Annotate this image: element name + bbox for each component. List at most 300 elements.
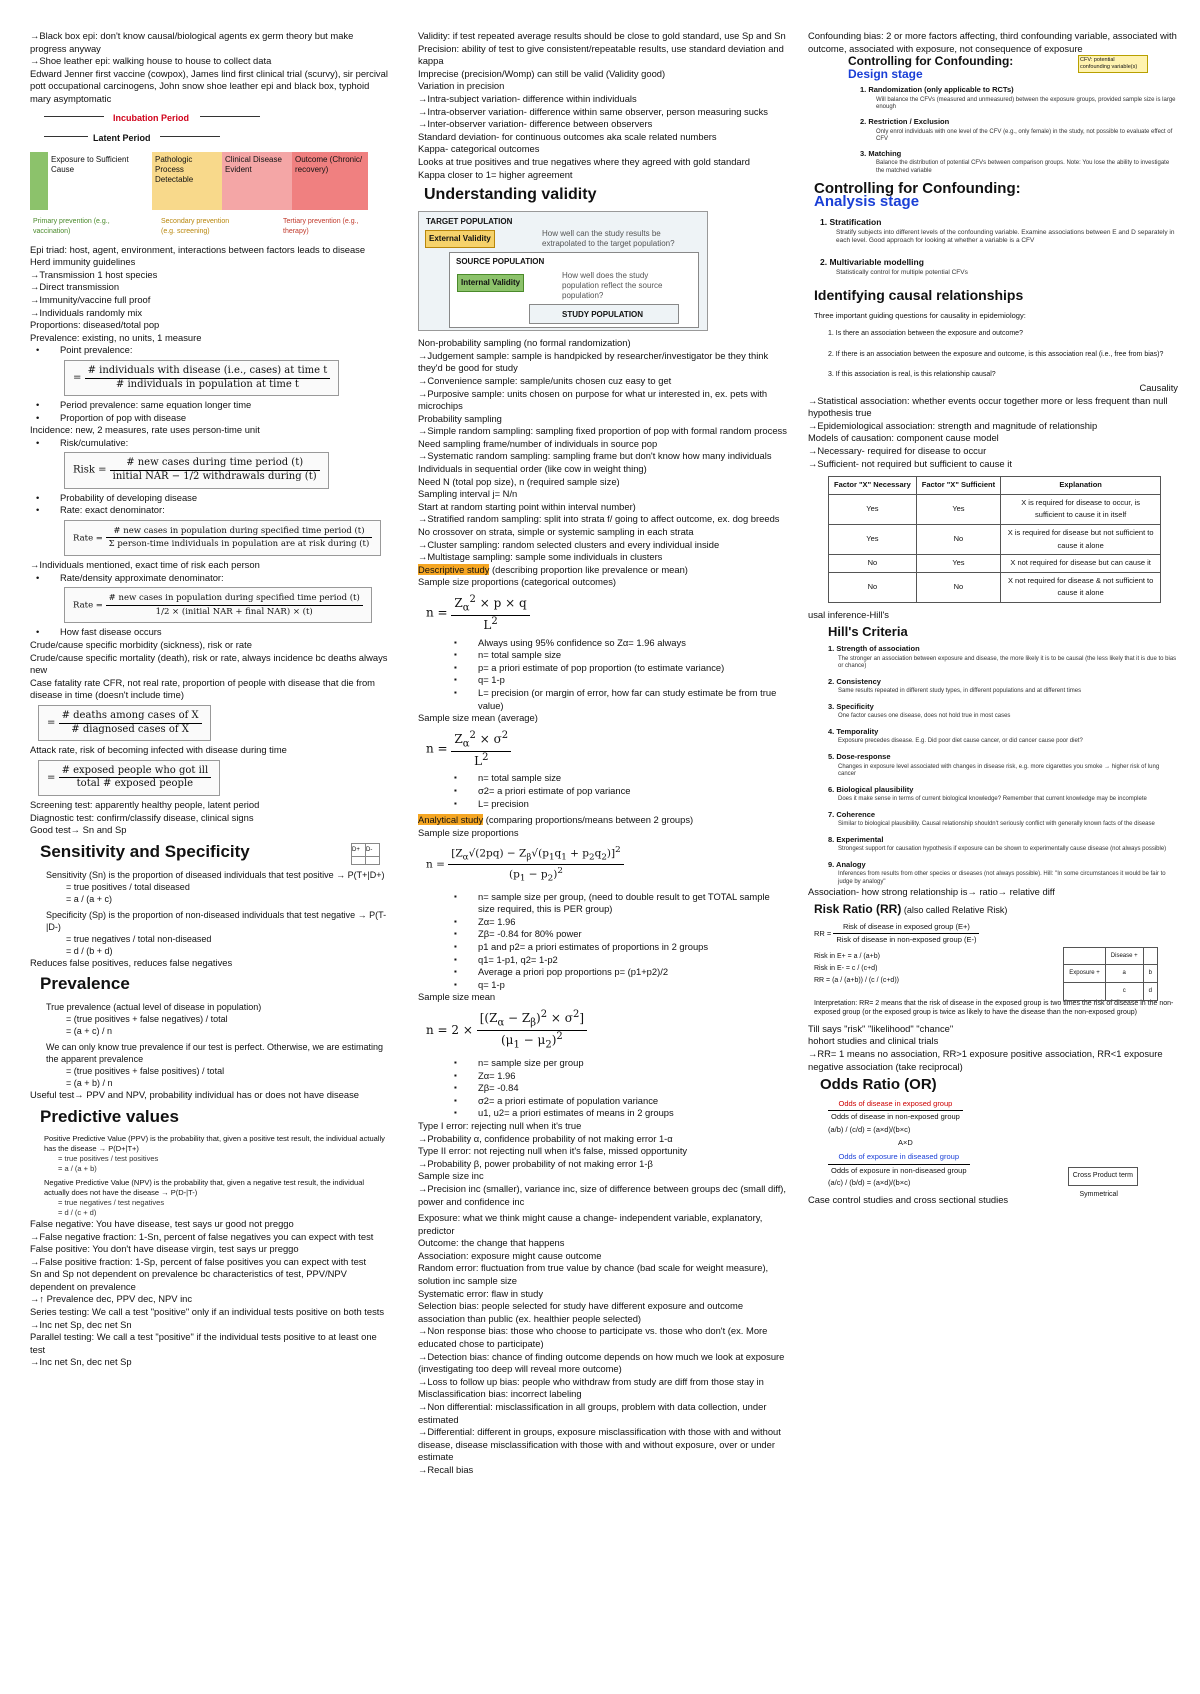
pp-num: # individuals with disease (i.e., cases) at time t xyxy=(85,365,331,379)
note-line: Herd immunity guidelines xyxy=(30,256,136,268)
spec-eq2: = d / (b + d) xyxy=(66,945,113,956)
ns-cell: Yes xyxy=(916,494,1000,524)
hill-criterion-desc: One factor causes one disease, does not hold true in most cases xyxy=(838,713,1011,720)
mini-2x2-table xyxy=(351,843,380,866)
note-line: Crude/cause specific mortality (death), risk or rate, always incidence bc deaths always new xyxy=(30,651,388,676)
how-fast: • How fast disease occurs xyxy=(30,626,390,639)
note-line: →Simple random sampling: sampling fixed proportion of pop with formal random process xyxy=(418,425,787,437)
external-validity-q: How well can the study results be extrapolated to the target population? xyxy=(542,229,675,249)
rr-slide: Risk Ratio (RR) (also called Relative Risk) RR = $\frac{\text{Risk of disease in exposed group (E+)}}{\text{Risk of disease in non-exposed group (E-)}}$ Risk in E+ = a / (a+b) Risk in E- = c / (c+d) RR = (a / (a+b)) / (c / (c+d)) Disease + Exposure + a b c d Interpretation: RR= 2 means that the risk of disease in the exposed group is two times the risk of disease in the non-exposed group (or the exposed group is twice as likely to have the disease than the non-exposed group) xyxy=(814,903,1178,1017)
note-line: Variation in precision xyxy=(418,80,505,92)
note-line: Association: exposure might cause outcome xyxy=(418,1249,602,1261)
attack-den: total # exposed people xyxy=(76,778,194,790)
ca-2: 2. Multivariable modelling xyxy=(820,256,924,267)
note-line: Prevalence: existing, no units, 1 measure xyxy=(30,331,202,343)
hill-criterion-desc: The stronger an association between exposure and disease, the more likely it is to be causal (the less likely that it is due to bias or chance) xyxy=(838,655,1177,670)
note-line: Sample size inc xyxy=(418,1170,484,1182)
or-odds-exp2: Odds of exposure in non-diseased group xyxy=(831,1165,967,1175)
column-3 xyxy=(808,30,1178,1207)
rate-approx-formula xyxy=(64,587,372,623)
note-line: →Necessary- required for disease to occur xyxy=(808,444,987,456)
rr-2x2-table xyxy=(1063,947,1158,1001)
rr-notes xyxy=(808,1023,1178,1073)
hill-criterion-desc: Strongest support for causation hypothesis if exposure can be shown to experimentally cause disease (not always possible) xyxy=(838,846,1167,853)
analytical-highlight: Analytical study xyxy=(418,814,484,826)
prev-apparent: We can only know true prevalence if our test is perfect. Otherwise, we are estimating the apparent prevalence xyxy=(46,1042,383,1065)
note-line: Diagnostic test: confirm/classify disease, clinical signs xyxy=(30,811,254,823)
confounding-notes xyxy=(808,30,1178,55)
hill-criterion-desc: Does it make sense in terms of current biological knowledge? Remember that current knowledge may be incomplete xyxy=(838,796,1147,803)
ca-2s: Statistically control for multiple potential CFVs xyxy=(836,268,968,276)
note-line: Till says "risk" "likelihood" "chance" xyxy=(808,1022,954,1034)
prev-eq1: = (true positives + false negatives) / total xyxy=(66,1014,228,1025)
note-line: Good test→ Sn and Sp xyxy=(30,824,127,836)
ns-cell: Yes xyxy=(829,524,917,554)
note-line: Case fatality rate CFR, not real rate, proportion of people with disease that die from disease in time (doesn't include time) xyxy=(30,676,375,701)
note-line: →Systematic random sampling: sampling frame but don't know how many individuals xyxy=(418,450,772,462)
note-line: ▪ σ2= a priori estimate of pop variance xyxy=(418,785,788,798)
note-line: →Non differential: misclassification in all groups, problem with data collection, under estimated xyxy=(418,1401,767,1425)
risk-den: initial NAR − 1/2 withdrawals during (t) xyxy=(112,471,317,483)
hill-criterion-title: 3. Specificity xyxy=(828,701,874,711)
note-line: Probability sampling xyxy=(418,412,502,424)
note-line: →Shoe leather epi: walking house to house to collect data xyxy=(30,55,272,67)
hill-criterion-desc: Changes in exposure level associated with changes in disease risk, e.g. more cigarettes you smoke → higher risk of lung cancer xyxy=(838,763,1160,778)
sens-spec-section xyxy=(30,841,390,957)
spec-eq1: = true negatives / total non-diseased xyxy=(66,933,212,944)
rr-title: Risk Ratio (RR) xyxy=(814,902,902,917)
note-line: RR = (a / (a+b)) / (c / (c+d)) xyxy=(814,976,899,984)
ss-mean-label: Sample size mean (average) xyxy=(418,712,538,724)
stage-outcome: Outcome (Chronic/ recovery) xyxy=(292,152,368,210)
note-line: Systematic error: flaw in study xyxy=(418,1287,544,1299)
rr-den: Risk of disease in non-exposed group (E-) xyxy=(836,935,977,945)
rr-tbl-disease: Disease + xyxy=(1105,947,1143,965)
note-line: Need N (total pop size), n (required sample size) xyxy=(418,475,620,487)
or-odds-exp: Odds of exposure in diseased group xyxy=(828,1151,970,1165)
hill-criterion-desc: Inferences from results from other species or diseases (not always possible). Hill: "In some circumstances it would be fair to judge by analogy" xyxy=(838,871,1166,885)
note-line: →Epidemiological association: strength and magnitude of relationship xyxy=(808,419,1098,431)
note-line: Kappa- categorical outcomes xyxy=(418,143,540,155)
sens-eq1: = true positives / total diseased xyxy=(66,881,190,892)
cfr-formula: = $\frac{\text{\# deaths among cases of X}}{\text{\# diagnosed cases of X}}$ xyxy=(38,705,211,741)
note-line: →Transmission 1 host species xyxy=(30,268,158,280)
note-line: →Purposive sample: units chosen on purpose for what ur interested in, ex. pets with microchips xyxy=(418,387,768,412)
note-line: Start at random starting point within interval number) xyxy=(418,500,636,512)
useful-test: Useful test→ PPV and NPV, probability individual has or does not have disease xyxy=(30,1089,360,1101)
note-line: →Inc net Sp, dec net Sn xyxy=(30,1318,132,1330)
rr-tbl-c: c xyxy=(1105,983,1143,1001)
note-line: →RR= 1 means no association, RR>1 exposure positive association, RR<1 exposure negative association (take reciprocal) xyxy=(808,1048,1163,1072)
ss-mean2-bullets xyxy=(418,1057,788,1120)
ss-mean2-label: Sample size mean xyxy=(418,991,496,1003)
period-prevalence: • Period prevalence: same equation longer time xyxy=(30,399,390,412)
note-line: hohort studies and clinical trials xyxy=(808,1035,939,1047)
note-line: ▪ L= precision xyxy=(418,798,788,811)
or-study-types: Case control studies and cross sectional studies xyxy=(808,1193,1009,1205)
ss-proportion-bullets xyxy=(418,637,788,713)
individuals-mentioned: →Individuals mentioned, exact time of risk each person xyxy=(30,559,260,571)
note-line: →Direct transmission xyxy=(30,281,120,293)
ns-header-cell: Factor "X" Necessary xyxy=(829,477,917,495)
ca-1s: Stratify subjects into different levels of the confounding variable. Examine associations between E and D separately in each level. Good approach for looking at whether a variable is a CFV xyxy=(836,228,1175,245)
note-line: →Loss to follow up bias: people who withdraw from study are diff from those stay in xyxy=(418,1375,764,1387)
sens-eq2: = a / (a + c) xyxy=(66,893,113,904)
rr-num: Risk of disease in exposed group (E+) xyxy=(833,921,979,935)
note-line: ▪ Zα= 1.96 xyxy=(418,916,788,929)
rate2-num: # new cases in population during specified time period (t) xyxy=(106,592,363,606)
note-line: →Cluster sampling: random selected clusters and every individual inside xyxy=(418,538,720,550)
npv-eq1: = true negatives / test negatives xyxy=(58,1197,165,1207)
note-line: Models of causation: component cause model xyxy=(808,432,999,444)
note-line: Individuals in sequential order (like cow in weight thing) xyxy=(418,463,647,475)
ns-cell: Yes xyxy=(829,494,917,524)
cc-design: Design stage xyxy=(848,66,923,81)
rate-num: # new cases in population during specified time period (t) xyxy=(106,525,373,539)
stage-exposure: Exposure to Sufficient Cause xyxy=(48,152,148,210)
or-eq1: (a/b) / (c/d) = (a×d)/(b×c) xyxy=(828,1124,911,1134)
note-line: Epi triad: host, agent, environment, interactions between factors leads to disease xyxy=(30,243,366,255)
external-validity: External Validity xyxy=(425,230,495,248)
attack-num: # exposed people who got ill xyxy=(59,765,212,779)
rate-den: Σ person-time individuals in population are at risk during (t) xyxy=(108,539,370,550)
note-line: →Probability β, power probability of not making error 1-β xyxy=(418,1157,653,1169)
predictive-values-section xyxy=(30,1106,390,1218)
ns-row xyxy=(829,572,1161,602)
bias-notes xyxy=(418,1212,788,1476)
rate2-left: Rate = xyxy=(73,600,103,611)
hill-criterion-desc: Similar to biological plausibility. Causal relationship shouldn't seriously conflict with generally known facts of the disease xyxy=(838,821,1155,828)
note-line: Sn and Sp not dependent on prevalence bc characteristics of test, PPV/NPV dependent on prevalence xyxy=(30,1268,347,1292)
cc-2s: Only enrol individuals with one level of the CFV (e.g., only female) in the study, not possible to evaluate effect of CFV xyxy=(876,128,1173,143)
npv-eq2: = d / (c + d) xyxy=(58,1207,97,1217)
ns-row xyxy=(829,555,1161,573)
note-line: Selection bias: people selected for study have different exposure and outcome association than public (ex. healthier people selected) xyxy=(418,1300,744,1324)
note-line: →Detection bias: chance of finding outcome depends on how much we look at exposure (investigating too deep will reveal more outcome) xyxy=(418,1350,785,1375)
ss-proportion-formula: n = $\frac{Z_\alpha^2 \times p \times q}{L^2}$ xyxy=(426,594,788,632)
hill-criterion-title: 4. Temporality xyxy=(828,726,879,736)
symmetrical-label: Symmetrical xyxy=(1079,1191,1118,1199)
note-line: →Intra-subject variation- difference within individuals xyxy=(418,92,637,104)
or-odds-nondis: Odds of disease in non-exposed group xyxy=(831,1112,960,1122)
internal-validity-q: How well does the study population reflect the source population? xyxy=(562,271,663,301)
necessary-sufficient-table xyxy=(828,476,1161,603)
note-line: →↑ Prevalence dec, PPV dec, NPV inc xyxy=(30,1293,193,1305)
proportion-with-disease: • Proportion of pop with disease xyxy=(30,412,390,425)
ss-proportion-label: Sample size proportions (categorical outcomes) xyxy=(418,576,617,588)
note-line: →Stratified random sampling: split into strata f/ going to affect outcome, ex. dog breeds xyxy=(418,513,780,525)
causality-label: Causality xyxy=(1139,382,1178,393)
note-line: →Non response bias: those who choose to participate vs. those who don't (ex. More educated chose to participate) xyxy=(418,1325,768,1350)
note-line: ▪ q= 1-p xyxy=(418,979,788,992)
note-line: ▪ Zβ= -0.84 for 80% power xyxy=(418,928,788,941)
or-odds-dis: Odds of disease in exposed group xyxy=(828,1098,963,1112)
icr-title: Identifying causal relationships xyxy=(814,287,1024,304)
note-line: Type II error: not rejecting null when it's false, missed opportunity xyxy=(418,1145,688,1157)
risk-label: • Risk/cumulative: xyxy=(30,437,390,450)
understanding-validity-title: Understanding validity xyxy=(424,186,597,204)
point-prevalence-label: • Point prevalence: xyxy=(30,344,390,357)
mini-dneg: D- xyxy=(366,843,380,857)
note-line: Proportions: diseased/total pop xyxy=(30,319,160,331)
primary-prevention: Primary prevention (e.g., vaccination) xyxy=(33,217,110,235)
hill-criterion-title: 5. Dose-response xyxy=(828,751,891,761)
ca-1: 1. Stratification xyxy=(820,217,882,228)
icr-q1: 1. Is there an association between the exposure and outcome? xyxy=(828,330,1023,338)
cc-title: Controlling for Confounding: xyxy=(848,54,1014,69)
attack-formula: = $\frac{\text{\# exposed people who got ill}}{\text{total \# exposed people}}$ xyxy=(38,760,220,796)
hill-criterion-title: 2. Consistency xyxy=(828,676,881,686)
note-line: →Statistical association: whether events occur together more or less frequent than null hypothesis true xyxy=(808,394,1168,419)
hill-title: Hill's Criteria xyxy=(828,623,908,639)
sampling-notes xyxy=(418,337,788,564)
note-line: No crossover on strata, simple or systemic sampling in each strata xyxy=(418,526,694,538)
note-line: →Probability α, confidence probability of not making error 1-α xyxy=(418,1132,673,1144)
rate-exact-formula xyxy=(64,520,381,556)
stage-pathologic: Pathologic Process Detectable xyxy=(152,152,222,210)
note-line: Sampling interval j= N/n xyxy=(418,488,518,500)
note-line: Need sampling frame/number of individuals in source pop xyxy=(418,437,658,449)
note-line: →Recall bias xyxy=(418,1463,474,1475)
note-line: →Differential: different in groups, exposure misclassification with those with and without disease, disease misclassification with those with and without exposure, over or under estimate xyxy=(418,1426,781,1463)
prev-eq3: = (true positives + false positives) / total xyxy=(66,1066,225,1077)
hill-criterion-title: 8. Experimental xyxy=(828,834,884,844)
ss-proportion2-label: Sample size proportions xyxy=(418,826,519,838)
hill-criterion-title: 7. Coherence xyxy=(828,809,876,819)
ss-mean-bullets xyxy=(418,772,788,810)
note-line: Precision: ability of test to give consistent/repeatable results, use standard deviation and kappa xyxy=(418,42,784,67)
hill-criterion-desc: Exposure precedes disease. E.g. Did poor diet cause cancer, or did cancer cause poor diet? xyxy=(838,738,1083,745)
rate-approx-label: • Rate/density approximate denominator: xyxy=(30,572,390,585)
icr-q2: 2. If there is an association between the exposure and outcome, is this association real (i.e., free from bias)? xyxy=(828,350,1164,358)
or-title: Odds Ratio (OR) xyxy=(820,1076,937,1094)
note-line: Series testing: We call a test "positive" only if an individual tests positive on both tests xyxy=(30,1306,385,1318)
note-line: →Judgement sample: sample is handpicked by researcher/investigator be they think they'd be good for study xyxy=(418,349,769,374)
source-pop-label: SOURCE POPULATION xyxy=(456,257,545,267)
study-pop-label: STUDY POPULATION xyxy=(562,310,644,320)
cross-product-box: Cross Product term xyxy=(1068,1167,1138,1186)
rr-tbl-d: d xyxy=(1143,983,1157,1001)
rr-tbl-exposure: Exposure + xyxy=(1064,965,1106,983)
note-line: →Multistage sampling: sample some individuals in clusters xyxy=(418,551,663,563)
note-line: ▪ Zα= 1.96 xyxy=(418,1070,788,1083)
prob-developing: • Probability of developing disease xyxy=(30,492,390,505)
note-line: Parallel testing: We call a test "positive" if the individual tests positive to at least one test xyxy=(30,1331,377,1355)
cfr-num: # deaths among cases of X xyxy=(59,710,202,724)
validity-diagram xyxy=(418,211,708,331)
ss-mean-formula: n = $\frac{Z_\alpha^2 \times \sigma^2}{L^2}$ xyxy=(426,730,788,768)
ns-row xyxy=(829,524,1161,554)
note-line: Validity: if test repeated average results should be close to gold standard, use Sp and Sn xyxy=(418,30,786,41)
note-line: →Convenience sample: sample/units chosen cuz easy to get xyxy=(418,374,672,386)
note-line: ▪ n= sample size per group xyxy=(418,1057,788,1070)
note-line: →Black box epi: don't know causal/biological agents ex germ theory but make progress anyway xyxy=(30,30,354,54)
pp-den: # individuals in population at time t xyxy=(115,378,299,390)
error-notes xyxy=(418,1120,788,1208)
note-line: ▪ p= a priori estimate of pop proportion (to estimate variance) xyxy=(418,662,788,675)
descriptive-rest: (describing proportion like prevalence or mean) xyxy=(489,563,688,575)
ppv-eq2: = a / (a + b) xyxy=(58,1163,97,1173)
risk-num: # new cases during time period (t) xyxy=(110,457,320,471)
note-line: Imprecise (precision/Womp) can still be valid (Validity good) xyxy=(418,67,666,79)
note-line: →Inc net Sn, dec net Sp xyxy=(30,1356,132,1368)
note-line: Confounding bias: 2 or more factors affecting, third confounding variable, associated with outcome, associated with exposure, not consequence of exposure xyxy=(808,30,1177,54)
attack-rate: Attack rate, risk of becoming infected with disease during time xyxy=(30,744,287,756)
note-line: →False negative fraction: 1-Sn, percent of false negatives you can expect with test xyxy=(30,1230,374,1242)
note-line: ▪ L= precision (or margin of error, how far can study estimate be from true value) xyxy=(418,687,788,712)
sens-def: Sensitivity (Sn) is the proportion of diseased individuals that test positive → P(T+|D+) xyxy=(46,869,385,880)
stage-clinical: Clinical Disease Evident xyxy=(222,152,292,210)
ns-cell: X not required for disease but can cause it xyxy=(1001,555,1161,573)
crude-notes xyxy=(30,639,390,702)
note-line: →Precision inc (smaller), variance inc, size of difference between groups dec (small diff), power and confidence inc xyxy=(418,1182,787,1207)
note-line: Non-probability sampling (no formal randomization) xyxy=(418,337,631,349)
internal-validity: Internal Validity xyxy=(457,274,524,292)
causal-inference-hill: usal inference-Hill's xyxy=(808,608,889,620)
hill-criteria-list xyxy=(808,643,1178,886)
prevalence-section xyxy=(30,973,390,1089)
ppv-eq1: = true positives / test positives xyxy=(58,1153,159,1163)
epi-notes xyxy=(30,244,390,345)
rate-exact-label: • Rate: exact denominator: xyxy=(30,504,390,517)
column-1 xyxy=(30,30,390,1369)
ns-cell: X is required for disease but not sufficient to cause it alone xyxy=(1001,524,1161,554)
cc-3s: Balance the distribution of potential CFVs between comparison groups. Note: You lose the ability to investigate the matched variable xyxy=(876,160,1170,174)
or-eq2: (a/c) / (b/d) = (a×d)/(b×c) xyxy=(828,1178,911,1188)
cc-3: 3. Matching xyxy=(860,148,902,158)
note-line: ▪ Average a priori pop proportions p= (p1+p2)/2 xyxy=(418,966,788,979)
note-line: Random error: fluctuation from true value by chance (bad scale for weight measure), solution inc sample size xyxy=(418,1262,769,1287)
ns-row xyxy=(829,494,1161,524)
rate2-den: 1/2 × (initial NAR + final NAR) × (t) xyxy=(155,606,313,617)
prevalence-title: Prevalence xyxy=(40,974,130,994)
note-line: Outcome: the change that happens xyxy=(418,1237,565,1249)
causal-slide xyxy=(808,289,1178,382)
ns-cell: X is required for disease to occur, is sufficient to cause it in itself xyxy=(1001,494,1161,524)
validity-notes xyxy=(418,30,788,181)
spec-def: Specificity (Sp) is the proportion of non-diseased individuals that test negative → P(T-|D-) xyxy=(46,909,387,932)
note-line: Kappa closer to 1= higher agreement xyxy=(418,168,573,180)
rr-tbl-b: b xyxy=(1143,965,1157,983)
note-line: Misclassification bias: incorrect labeling xyxy=(418,1388,582,1400)
incidence-note: Incidence: new, 2 measures, rate uses person-time unit xyxy=(30,424,260,436)
ppv-def: Positive Predictive Value (PPV) is the probability that, given a positive test result, the individual actually has the disease → P(D+|T+) xyxy=(44,1133,385,1153)
cc-2: 2. Restriction / Exclusion xyxy=(860,116,950,126)
note-line: ▪ n= total sample size xyxy=(418,772,788,785)
sens-spec-title: Sensitivity and Specificity xyxy=(40,841,250,861)
note-line: →Sufficient- not required but sufficient to cause it xyxy=(808,457,1012,469)
note-line: Looks at true positives and true negatives where they agreed with gold standard xyxy=(418,155,750,167)
icr-q3: 3. If this association is real, is this relationship causal? xyxy=(828,371,996,379)
target-pop-label: TARGET POPULATION xyxy=(426,217,513,227)
analytical-rest: (comparing proportions/means between 2 groups) xyxy=(483,814,694,826)
tertiary-prevention: Tertiary prevention (e.g., therapy) xyxy=(283,217,359,235)
rr-tbl-a: a xyxy=(1105,965,1143,983)
latent-period-label: Latent Period xyxy=(93,132,151,143)
cc-1: 1. Randomization (only applicable to RCTs) xyxy=(860,85,1014,95)
ca-title: Controlling for Confounding: xyxy=(814,180,1021,198)
cc-1s: Will balance the CFVs (measured and unmeasured) between the exposure groups, provided sample size is large enough xyxy=(876,96,1176,111)
cfv-note: CFV: potential confounding variable(s) xyxy=(1078,55,1148,73)
ns-cell: No xyxy=(916,572,1000,602)
icr-intro: Three important guiding questions for causality in epidemiology: xyxy=(814,310,1026,320)
testing-notes xyxy=(30,1218,390,1369)
hill-criterion-title: 6. Biological plausibility xyxy=(828,784,914,794)
note-line: ▪ Zβ= -0.84 xyxy=(418,1082,788,1095)
hill-criterion-title: 9. Analogy xyxy=(828,859,866,869)
risk-formula xyxy=(64,452,329,488)
ns-cell: Yes xyxy=(916,555,1000,573)
ns-cell: X not required for disease & not sufficient to cause it alone xyxy=(1001,572,1161,602)
note-line: False negative: You have disease, test says ur good not preggo xyxy=(30,1217,294,1229)
note-line: →False positive fraction: 1-Sp, percent of false positives you can expect with test xyxy=(30,1255,367,1267)
cfr-den: # diagnosed cases of X xyxy=(71,723,189,735)
note-line: Screening test: apparently healthy people, latent period xyxy=(30,798,260,810)
note-line: Risk in E+ = a / (a+b) xyxy=(814,952,880,960)
incubation-period-label: Incubation Period xyxy=(113,112,190,123)
note-line: ▪ n= sample size per group, (need to double result to get TOTAL sample size required, this is PER group) xyxy=(418,891,788,916)
risk-left: Risk = xyxy=(73,465,107,477)
note-line: ▪ q= 1-p xyxy=(418,674,788,687)
screen-notes xyxy=(30,799,390,837)
prev-eq2: = (a + c) / n xyxy=(66,1026,113,1037)
descriptive-study xyxy=(418,564,788,577)
hill-criterion-title: 1. Strength of association xyxy=(828,644,920,654)
note-line: Exposure: what we think might cause a change- independent variable, explanatory, predictor xyxy=(418,1212,763,1236)
pv-title: Predictive values xyxy=(40,1106,179,1126)
reduces-note: Reduces false positives, reduces false negatives xyxy=(30,956,233,968)
note-line: False positive: You don't have disease virgin, test says ur preggo xyxy=(30,1243,299,1255)
intro-notes xyxy=(30,30,390,106)
incubation-diagram xyxy=(30,110,370,240)
note-line: →Individuals randomly mix xyxy=(30,306,143,318)
rr-interpretation: Interpretation: RR= 2 means that the risk of disease in the exposed group is two times the risk of disease in the non-exposed group (or the exposed group is twice as likely to have the disease than the non-exposed group) xyxy=(814,999,1174,1016)
note-line: ▪ σ2= a priori estimate of population variance xyxy=(418,1095,788,1108)
note-line: Edward Jenner first vaccine (cowpox), James lind first clinical trial (scurvy), sir percival pott occupational carcinogens, John snow shoe leather epi and black box, typhoid mary asymptomatic xyxy=(30,67,388,104)
column-2 xyxy=(418,30,788,1477)
note-line: ▪ q1= 1-p1, q2= 1-p2 xyxy=(418,954,788,967)
ss-proportion2-bullets xyxy=(418,891,788,992)
analytical-study xyxy=(418,814,788,827)
prev-true: True prevalence (actual level of disease in population) xyxy=(46,1002,262,1013)
hill-criterion-desc: Same results repeated in different study types, in different populations and at different times xyxy=(838,688,1082,695)
note-line: Standard deviation- for continuous outcomes aka scale related numbers xyxy=(418,130,717,142)
ns-header-cell: Explanation xyxy=(1001,477,1161,495)
npv-def: Negative Predictive Value (NPV) is the probability that, given a negative test result, the individual actually does not have the disease → P(D-|T-) xyxy=(44,1177,365,1197)
causal-notes xyxy=(808,395,1178,471)
ns-header-cell: Factor "X" Sufficient xyxy=(916,477,1000,495)
note-line: →Immunity/vaccine full proof xyxy=(30,293,151,305)
prev-eq4: = (a + b) / n xyxy=(66,1078,113,1089)
rate-left: Rate = xyxy=(73,533,103,544)
note-line: Crude/cause specific morbidity (sickness), risk or rate xyxy=(30,639,252,650)
analysis-stage-slide xyxy=(808,180,1178,277)
mini-dpos: D+ xyxy=(352,843,366,857)
secondary-prevention: Secondary prevention (e.g. screening) xyxy=(161,217,230,235)
note-line: →Intra-observer variation- difference within same observer, person measuring sucks xyxy=(418,105,768,117)
note-line: ▪ p1 and p2= a priori estimates of proportions in 2 groups xyxy=(418,941,788,954)
note-line: ▪ Always using 95% confidence so Zα= 1.96 always xyxy=(418,637,788,650)
point-prevalence-formula: = $\frac{\text{\# individuals with disease (i.e., cases) at time t}}{\text{\# individuals in population at time t}}$ xyxy=(64,360,339,396)
ss-proportion2-formula: n = $\frac{[Z_\alpha√(2pq) - Z_\beta√(p_1q_1 + p_2q_2)]^2}{(p_1 - p_2)^2}$ xyxy=(426,844,788,885)
ns-cell: No xyxy=(829,572,917,602)
ca-analysis: Analysis stage xyxy=(814,192,920,210)
ss-mean2-formula: n = 2 × $\frac{[(Z_\alpha - Z_\beta)^2 \times \sigma^2]}{(\mu_1 - \mu_2)^2}$ xyxy=(426,1009,788,1052)
rr-alias: (also called Relative Risk) xyxy=(901,905,1008,916)
or-ad: A×D xyxy=(898,1137,913,1147)
ns-cell: No xyxy=(916,524,1000,554)
note-line: Risk in E- = c / (c+d) xyxy=(814,964,878,972)
